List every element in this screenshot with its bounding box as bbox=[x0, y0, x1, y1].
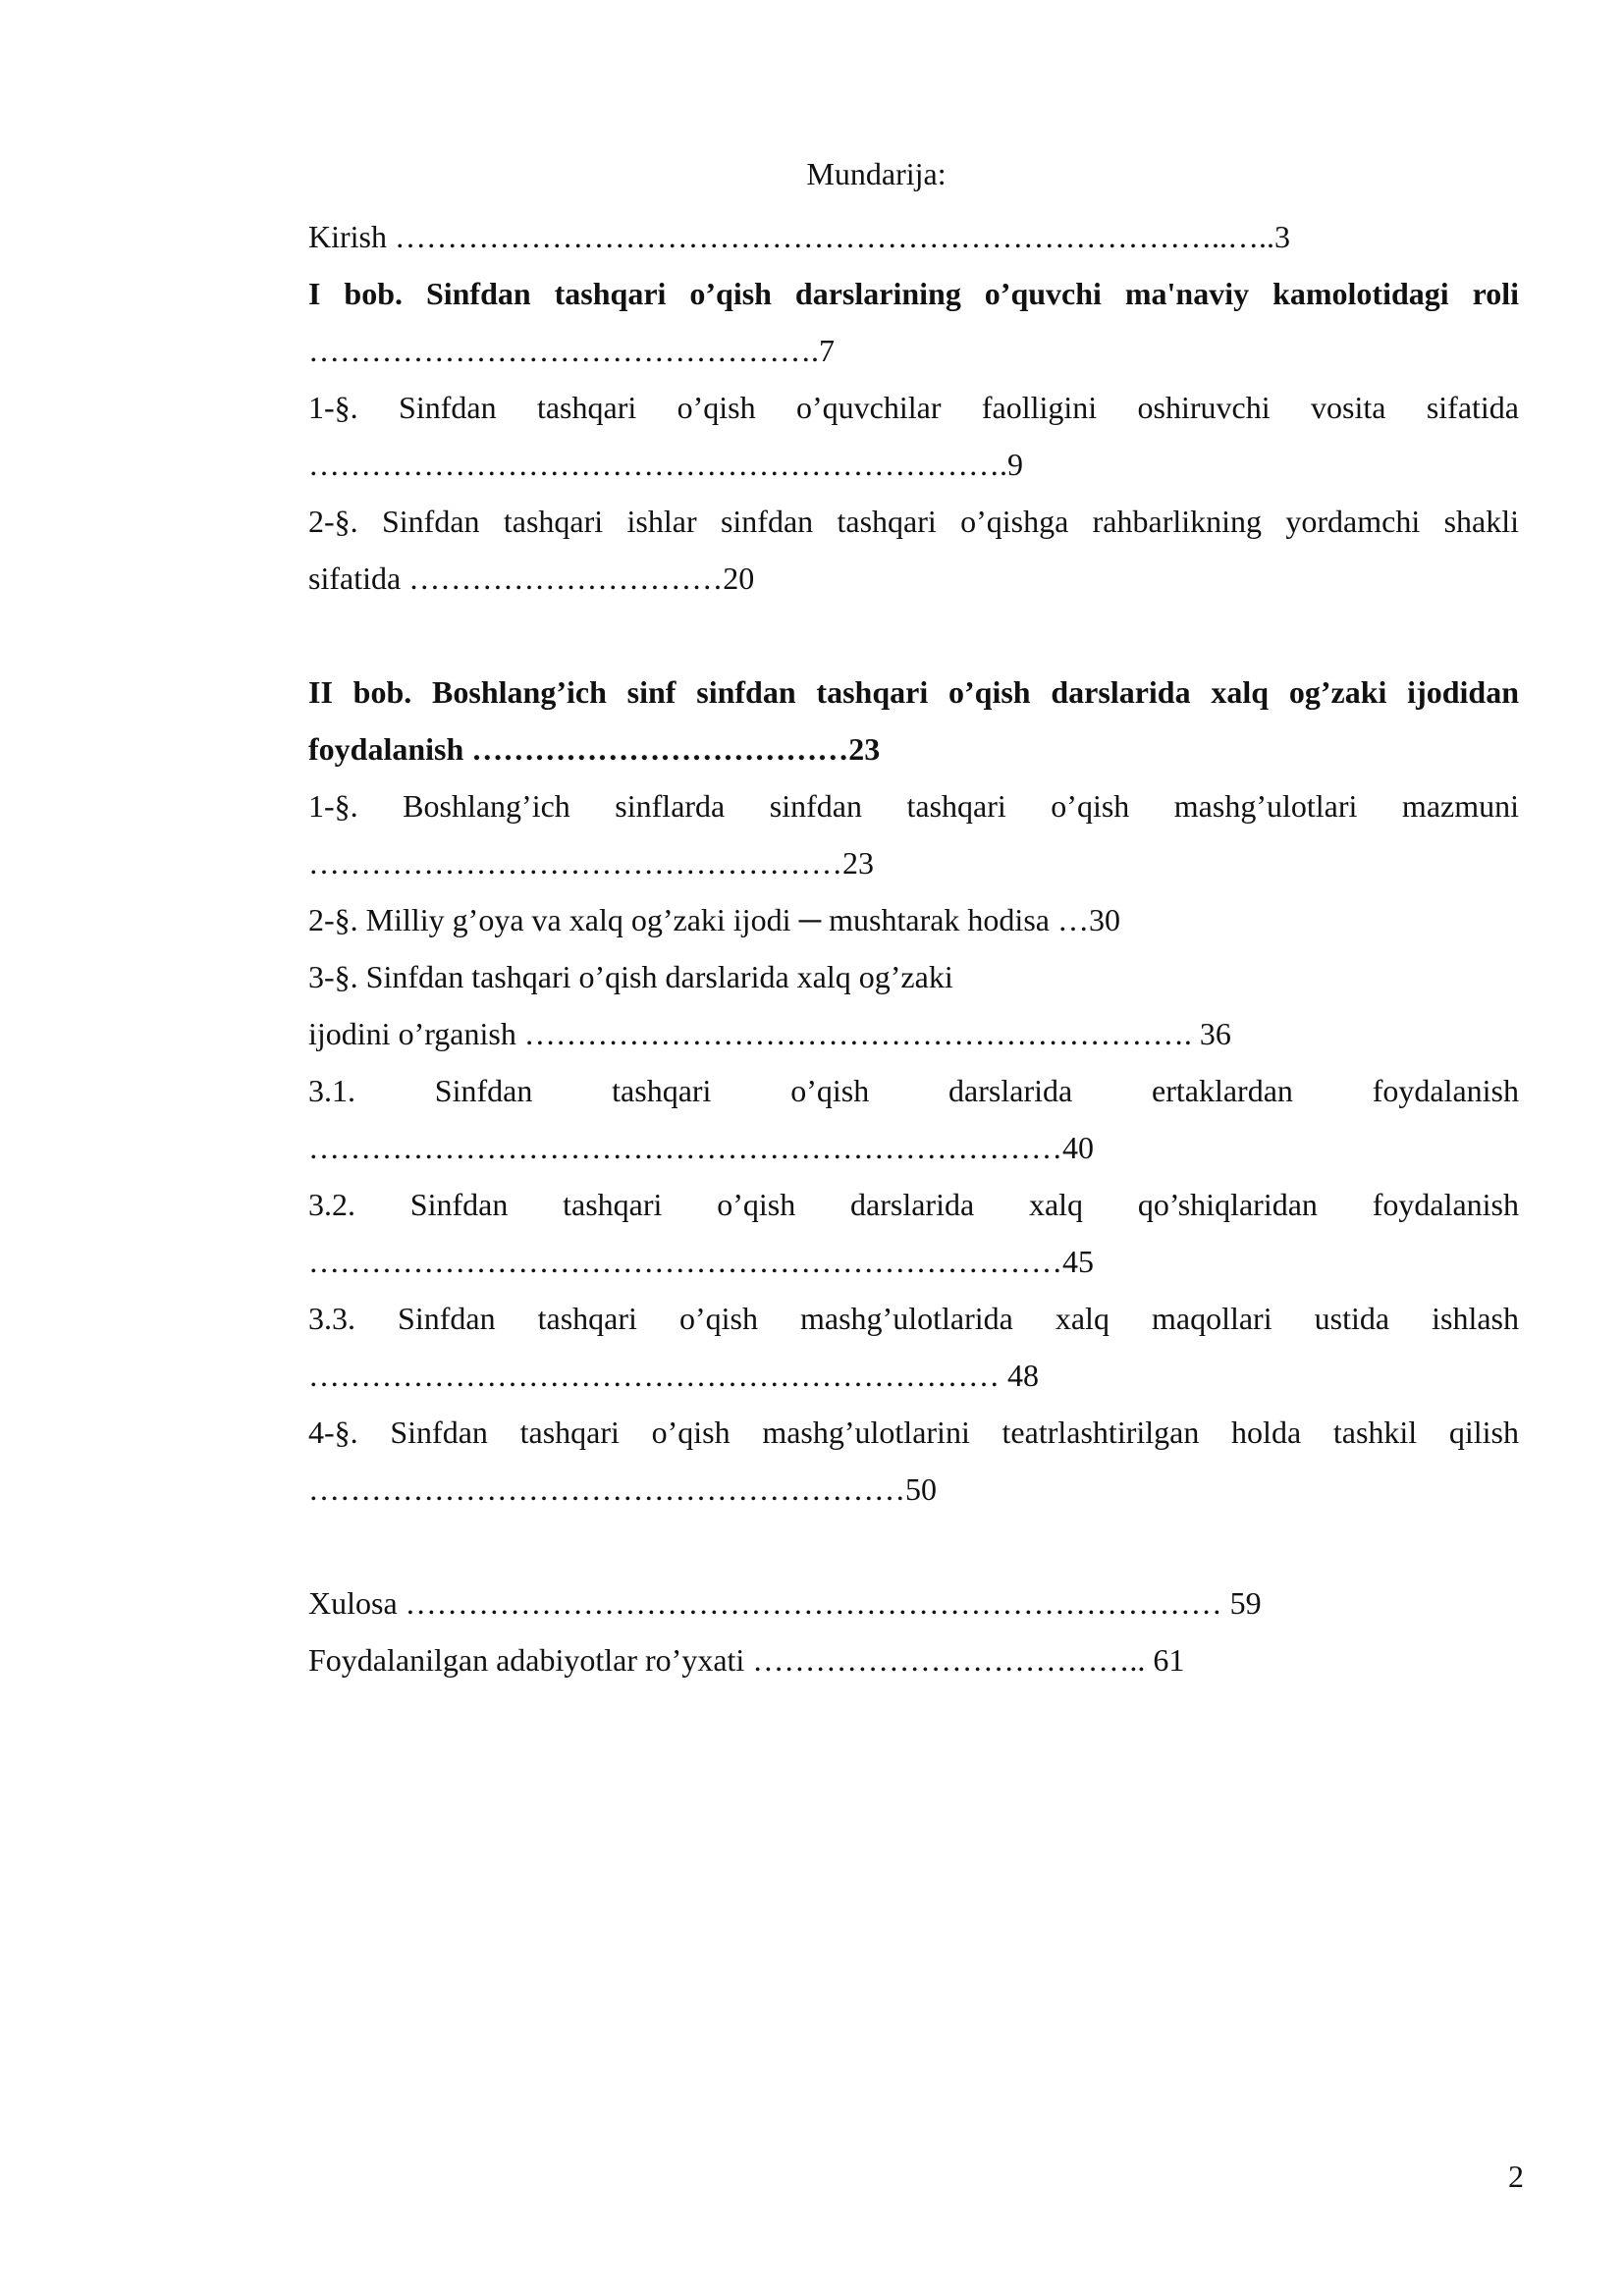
toc-entry-text: Kirish ……………………………………………………………………..…..3 bbox=[308, 219, 1290, 254]
toc-entry-references bbox=[308, 1631, 1519, 1688]
toc-entry-leader: ijodini o’rganish ………………………………………………………. 36 bbox=[308, 1016, 1231, 1051]
toc-entry-text: I bob. Sinfdan tashqari o’qish darslarining o’quvchi ma'naviy kamolotidagi roli bbox=[308, 276, 1519, 311]
toc-entry-section-2-1 bbox=[308, 777, 1519, 891]
toc-entry-leader bbox=[308, 721, 1519, 777]
toc-entry-text: Xulosa …………………………………………………………………… 59 bbox=[308, 1585, 1262, 1621]
toc-entry-section-1-2 bbox=[308, 493, 1519, 607]
toc-entry-section-2-3 bbox=[308, 948, 1519, 1062]
toc-entry-conclusion bbox=[308, 1575, 1519, 1631]
toc-entry-section-1-1 bbox=[308, 379, 1519, 493]
toc-entry-leader: ………………………………………………………………40 bbox=[308, 1130, 1094, 1165]
toc-entry-subsection-3-2 bbox=[308, 1176, 1519, 1290]
toc-entry-text: 3.3. Sinfdan tashqari o’qish mashg’ulotlarida xalq maqollari ustida ishlash bbox=[308, 1301, 1519, 1336]
toc-entry-text: 3-§. Sinfdan tashqari o’qish darslarida xalq og’zaki bbox=[308, 959, 953, 994]
toc-entry-subsection-3-1 bbox=[308, 1062, 1519, 1176]
table-of-contents bbox=[308, 208, 1519, 1688]
toc-entry-leader: ………………………………………………………….9 bbox=[308, 447, 1023, 482]
toc-entry-text: 4-§. Sinfdan tashqari o’qish mashg’ulotlarini teatrlashtirilgan holda tashkil qilish bbox=[308, 1415, 1519, 1450]
toc-entry-chapter-2 bbox=[308, 664, 1519, 777]
toc-entry-text: 1-§. Boshlang’ich sinflarda sinfdan tashqari o’qish mashg’ulotlari mazmuni bbox=[308, 788, 1519, 824]
toc-entry-chapter-1 bbox=[308, 265, 1519, 379]
toc-entry-leader: sifatida …………………………20 bbox=[308, 561, 755, 596]
toc-entry-leader: ………………………………………….7 bbox=[308, 333, 835, 368]
page-number: 2 bbox=[1508, 2159, 1524, 2194]
toc-entry-text: II bob. Boshlang’ich sinf sinfdan tashqari o’qish darslarida xalq og’zaki ijodidan bbox=[308, 674, 1519, 710]
toc-entry-leader: …………………………………………………50 bbox=[308, 1471, 937, 1507]
toc-title: Mundarija: bbox=[806, 156, 947, 191]
toc-entry-text: 3.1. Sinfdan tashqari o’qish darslarida ertaklardan foydalanish bbox=[308, 1073, 1519, 1108]
toc-entry-leader: ………………………………………………………………45 bbox=[308, 1244, 1094, 1279]
toc-entry-text: Foydalanilgan adabiyotlar ro’yxati ……………………………….. 61 bbox=[308, 1642, 1185, 1678]
toc-entry-section-2-2 bbox=[308, 891, 1519, 948]
toc-entry-subsection-3-3 bbox=[308, 1290, 1519, 1404]
toc-entry-text: 2-§. Milliy g’oya va xalq og’zaki ijodi ─ mushtarak hodisa …30 bbox=[308, 902, 1120, 937]
toc-entry-leader: ………………………………………………………… 48 bbox=[308, 1358, 1039, 1393]
toc-entry-bold-word: foydalanish ………………………………23 bbox=[308, 731, 881, 767]
toc-entry-text: 2-§. Sinfdan tashqari ishlar sinfdan tashqari o’qishga rahbarlikning yordamchi shakli bbox=[308, 504, 1519, 539]
toc-entry-text: 3.2. Sinfdan tashqari o’qish darslarida xalq qo’shiqlaridan foydalanish bbox=[308, 1187, 1519, 1222]
toc-entry-leader: ……………………………………………23 bbox=[308, 845, 874, 881]
toc-entry-section-2-4 bbox=[308, 1404, 1519, 1518]
toc-entry-text: 1-§. Sinfdan tashqari o’qish o’quvchilar faolligini oshiruvchi vosita sifatida bbox=[308, 390, 1519, 425]
toc-entry-introduction bbox=[308, 208, 1519, 265]
